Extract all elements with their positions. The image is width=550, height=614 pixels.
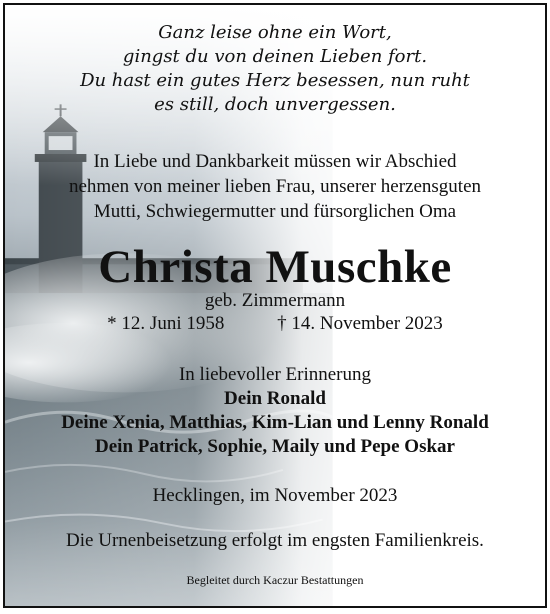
maiden-name: geb. Zimmermann	[204, 290, 346, 311]
life-dates	[5, 313, 545, 335]
burial-note: Die Urnenbeisetzung erfolgt im engsten Familienkreis.	[66, 530, 484, 551]
poem-line-4: es still, doch unvergessen.	[154, 94, 396, 115]
place-date: Hecklingen, im November 2023	[152, 485, 398, 506]
birth-date: * 12. Juni 1958	[107, 313, 225, 334]
death-date: † 14. November 2023	[277, 313, 443, 334]
memory-line: In liebevoller Erinnerung	[178, 364, 372, 385]
obituary-text	[5, 5, 545, 606]
intro-line-3: Mutti, Schwiegermutter und fürsorglichen Oma	[93, 201, 457, 222]
undertaker-credit: Begleitet durch Kaczur Bestattungen	[186, 573, 364, 587]
poem-line-2: gingst du von deinen Lieben fort.	[122, 46, 428, 67]
obituary-card	[3, 3, 547, 608]
poem-line-1: Ganz leise ohne ein Wort,	[158, 22, 392, 43]
poem-line-3: Du hast ein gutes Herz besessen, nun ruht	[80, 70, 470, 91]
intro-line-1: In Liebe und Dankbarkeit müssen wir Abschied	[93, 151, 457, 172]
family-line-1: Dein Ronald	[224, 388, 326, 409]
deceased-name: Christa Muschke	[98, 241, 452, 293]
family-line-2: Deine Xenia, Matthias, Kim-Lian und Lenny Ronald	[61, 412, 489, 433]
family-line-3: Dein Patrick, Sophie, Maily und Pepe Oskar	[95, 436, 455, 457]
intro-line-2: nehmen von meiner lieben Frau, unserer herzensguten	[68, 176, 482, 197]
